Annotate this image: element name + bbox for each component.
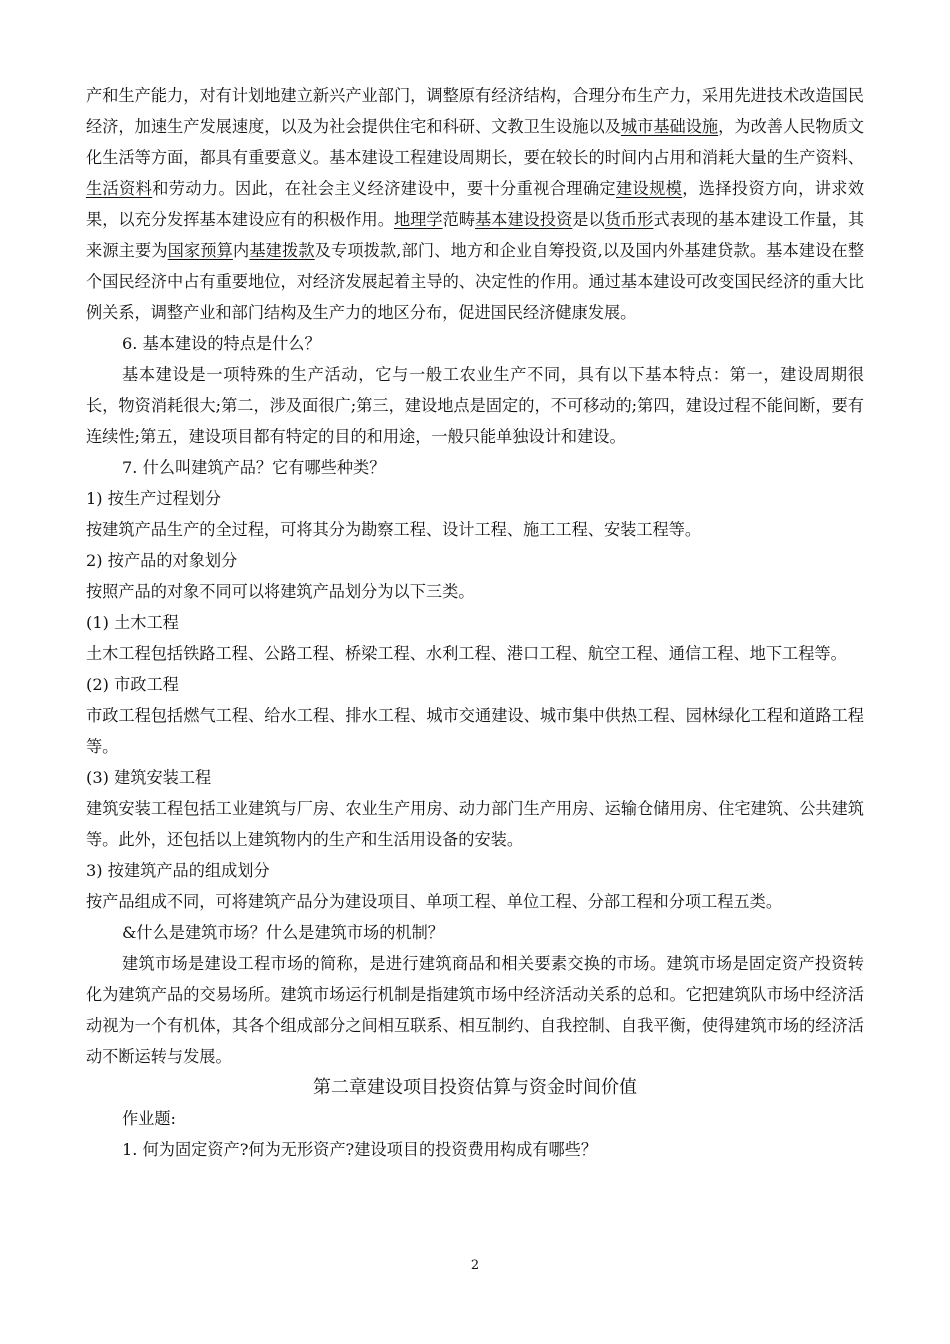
page-number: 2 (470, 1258, 480, 1273)
category-1-text: 土木工程包括铁路工程、公路工程、桥梁工程、水利工程、港口工程、航空工程、通信工程、地下工程等。 (86, 644, 847, 663)
text-run: 内 (232, 241, 250, 260)
category-2-text: 市政工程包括燃气工程、给水工程、排水工程、城市交通建设、城市集中供热工程、园林绿化工程和道路工程等。 (86, 706, 864, 756)
section-3-title: 3) 按建筑产品的组成划分 (86, 861, 270, 880)
document-page (86, 80, 864, 1165)
hyperlink[interactable]: 基本建设投资 (475, 210, 573, 229)
text-run: ，为改善人民物质文化生活等方面，都具有重要意义。基本建设工程建设周期长，要在较长的时间内占用和消耗大量的生产资料、 (86, 117, 865, 167)
hyperlink[interactable]: 国家预算 (167, 241, 233, 260)
hyperlink[interactable]: 基建拨款 (249, 241, 315, 260)
category-1-title: (1) 土木工程 (86, 613, 179, 632)
hyperlink[interactable]: 货币形 (604, 210, 654, 229)
text-run: 及专项拨款,部门、地方和企业自筹投资,以及国内外基建贷款。基本建设在整个国民经济中占有重要地位，对经济发展起着主导的、决定性的作用。通过基本建设可改变国民经济的重大比例关系，调整产业和部门结构及生产力的地区分布，促进国民经济健康发展。 (86, 241, 865, 322)
hyperlink[interactable]: 建设规模 (615, 179, 683, 198)
question-8-title: &什么是建筑市场？什么是建筑市场的机制？ (122, 923, 444, 942)
homework-question-1: 1. 何为固定资产?何为无形资产?建设项目的投资费用构成有哪些？ (122, 1140, 598, 1159)
question-6-title: 6. 基本建设的特点是什么？ (122, 334, 321, 353)
hyperlink[interactable]: 地理学 (393, 210, 443, 229)
homework-label: 作业题: (122, 1109, 177, 1128)
text-run: 是以 (572, 210, 605, 229)
section-1-title: 1) 按生产过程划分 (86, 489, 222, 508)
question-6-answer: 基本建设是一项特殊的生产活动，它与一般工农业生产不同，具有以下基本特点：第一，建设周期很长，物资消耗很大;第二，涉及面很广;第三，建设地点是固定的，不可移动的;第四，建设过程不能间断，要有连续性;第五，建设项目都有特定的目的和用途，一般只能单独设计和建设。 (86, 365, 864, 446)
text-run: 产和生产能力，对有计划地建立新兴产业部门，调整原有经济结构，合理分布生产力，采用先进技术改造国民经济，加速生产发展速度，以及为社会提供住宅和科研、文教卫生设施以及 (86, 86, 864, 136)
question-7-title: 7. 什么叫建筑产品？它有哪些种类？ (122, 458, 386, 477)
text-run: 和劳动力。因此，在社会主义经济建设中，要十分重视合理确定 (152, 179, 616, 198)
text-run: 范畴 (442, 210, 476, 229)
section-2-title: 2) 按产品的对象划分 (86, 551, 238, 570)
text-run: 式表现的基本建设工作量，其来源主要为 (86, 210, 865, 260)
continuation-paragraph (86, 80, 864, 328)
section-3-text: 按产品组成不同，可将建筑产品分为建设项目、单项工程、单位工程、分部工程和分项工程五类。 (86, 892, 783, 911)
text-run: ，选择投资方向，讲求效果，以充分发挥基本建设应有的积极作用。 (86, 179, 865, 229)
section-1-text: 按建筑产品生产的全过程，可将其分为勘察工程、设计工程、施工工程、安装工程等。 (86, 520, 702, 539)
hyperlink[interactable]: 生活资料 (86, 179, 153, 198)
category-3-title: (3) 建筑安装工程 (86, 768, 212, 787)
hyperlink[interactable]: 城市基础设施 (620, 117, 719, 136)
category-3-text: 建筑安装工程包括工业建筑与厂房、农业生产用房、动力部门生产用房、运输仓储用房、住宅建筑、公共建筑等。此外，还包括以上建筑物内的生产和生活用设备的安装。 (86, 799, 864, 849)
chapter-title: 第二章建设项目投资估算与资金时间价值 (313, 1077, 637, 1098)
question-8-answer: 建筑市场是建设工程市场的简称，是进行建筑商品和相关要素交换的市场。建筑市场是固定资产投资转化为建筑产品的交易场所。建筑市场运行机制是指建筑市场中经济活动关系的总和。它把建筑队市场中经济活动视为一个有机体，其各个组成部分之间相互联系、相互制约、自我控制、自我平衡，使得建筑市场的经济活动不断运转与发展。 (86, 954, 864, 1066)
category-2-title: (2) 市政工程 (86, 675, 179, 694)
section-2-text: 按照产品的对象不同可以将建筑产品划分为以下三类。 (86, 582, 475, 601)
